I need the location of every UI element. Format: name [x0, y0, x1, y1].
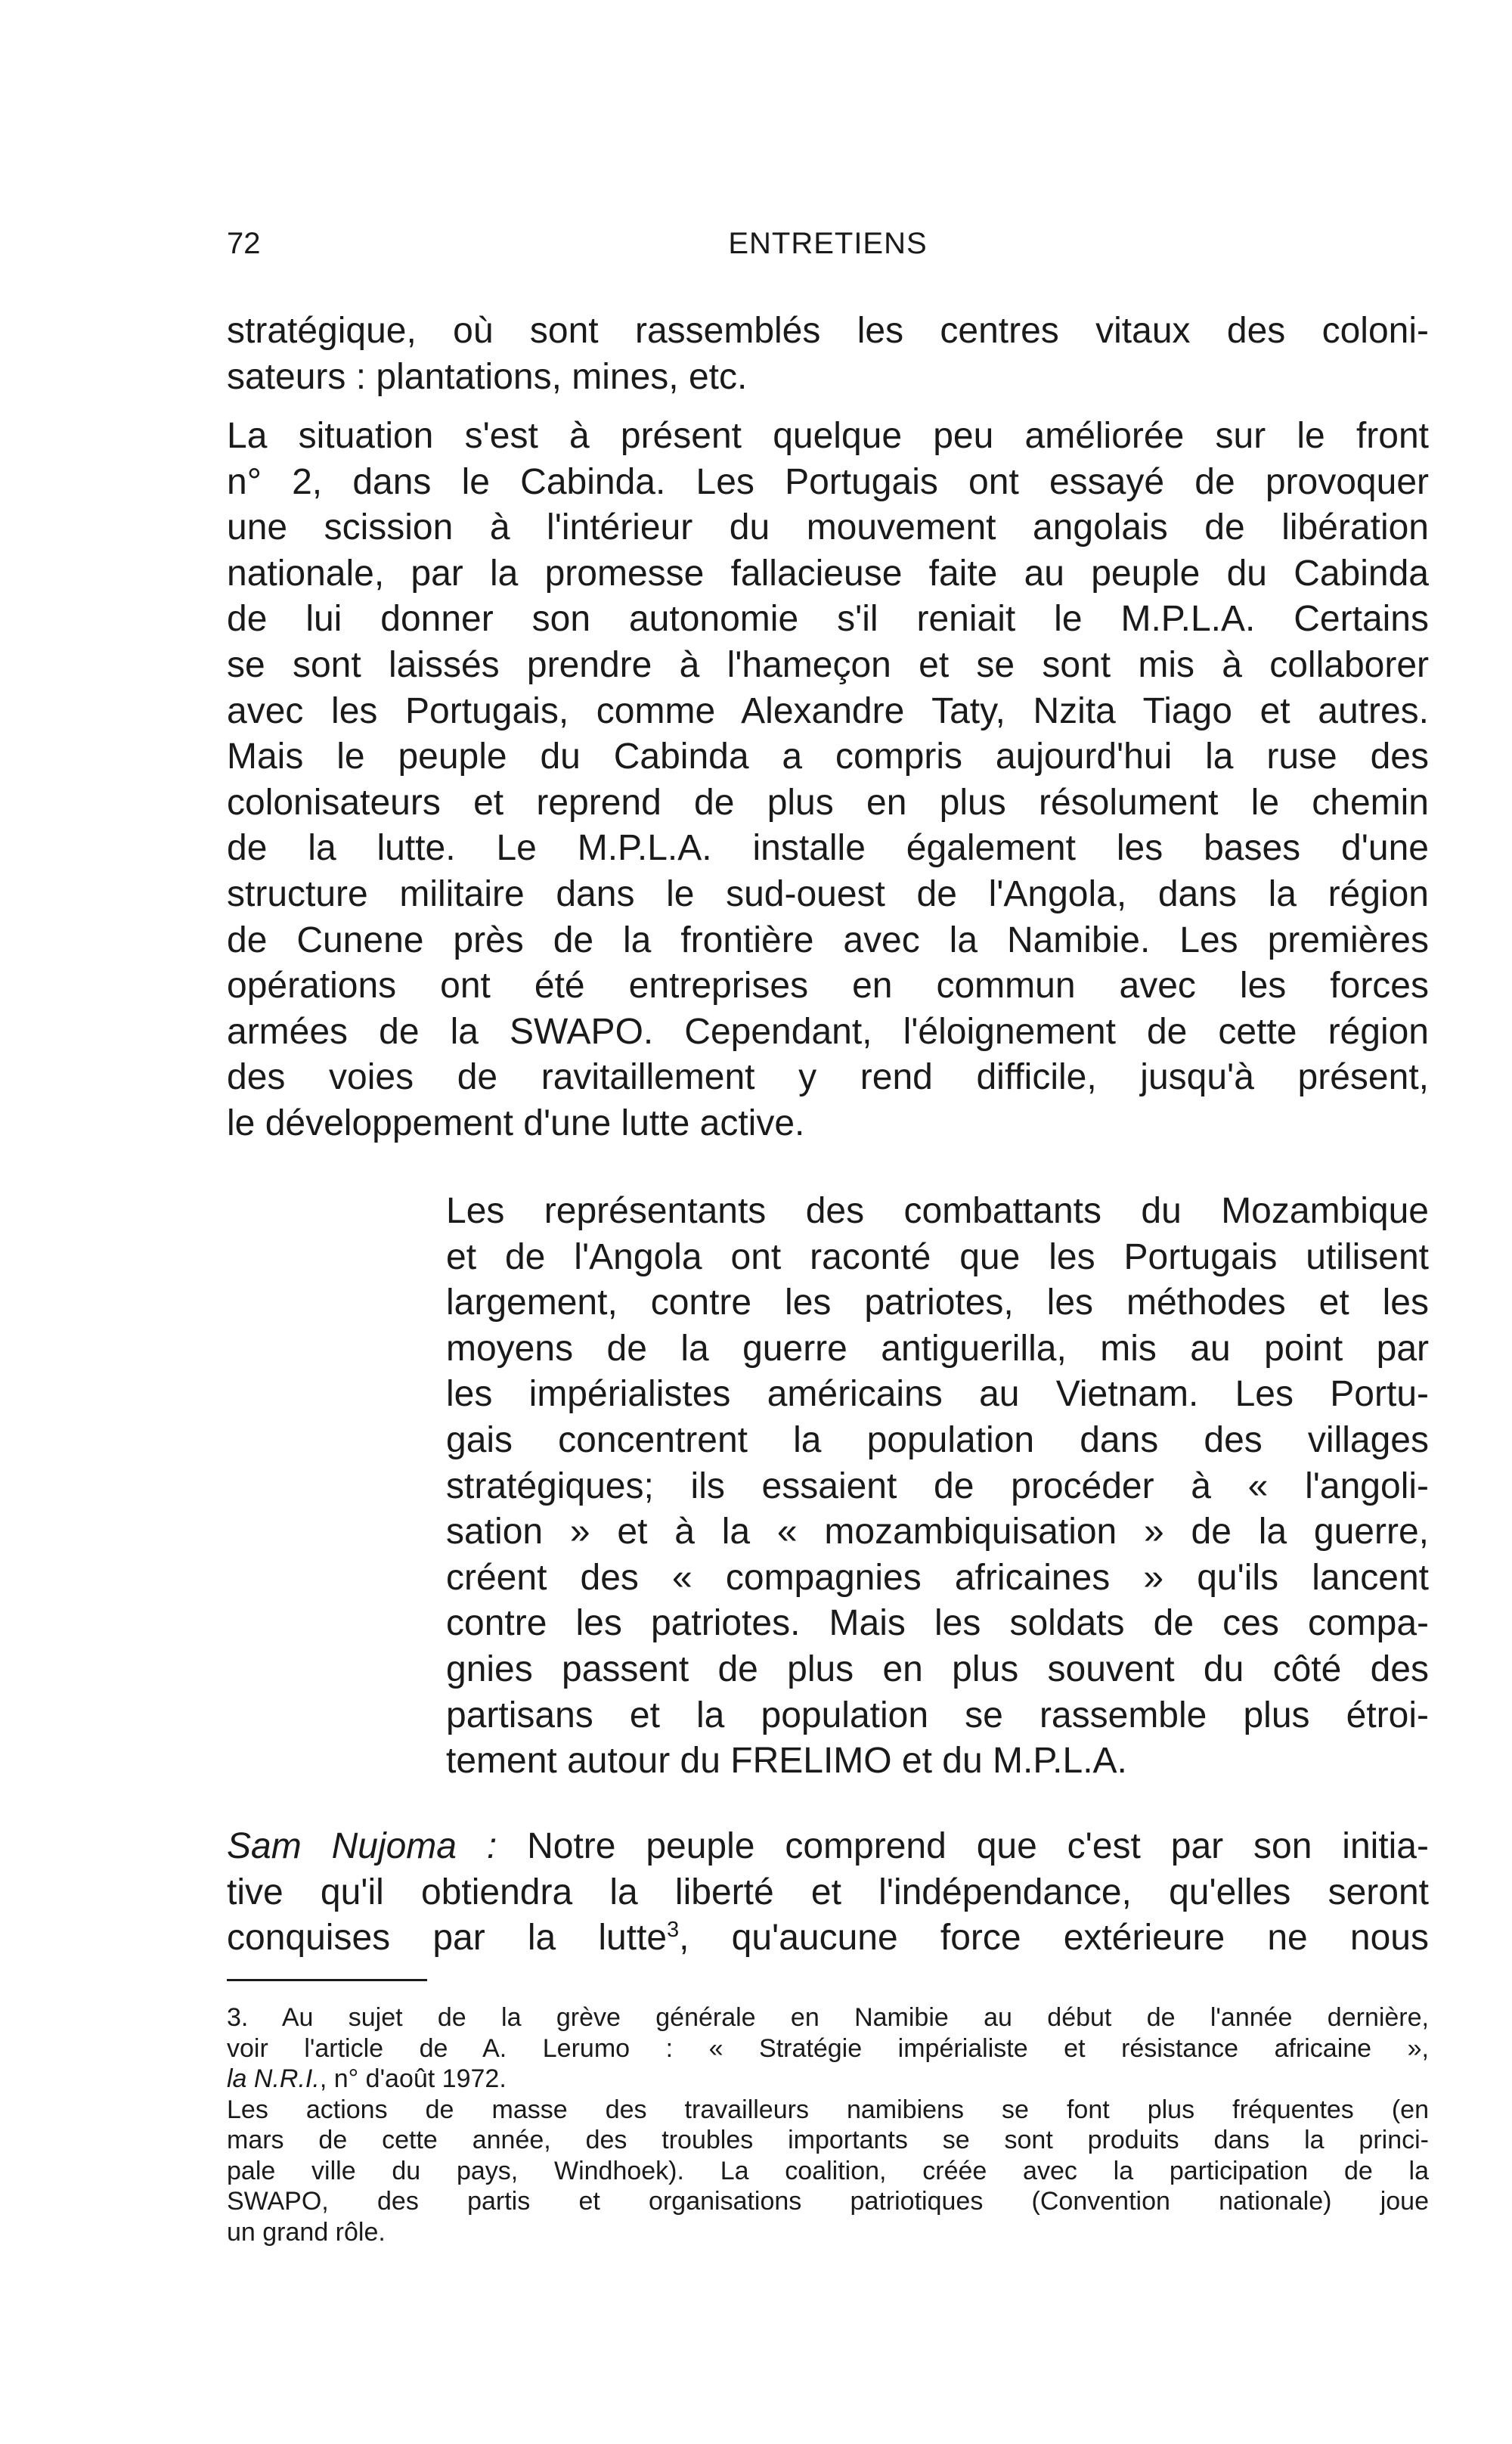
footnote-line: SWAPO, des partis et organisations patriotiques (Convention nationale) joue [227, 2187, 1429, 2216]
footnote-rule [227, 1979, 427, 1981]
quote-line: gais concentrent la population dans des villages [446, 1419, 1429, 1460]
text-line: de lui donner son autonomie s'il reniait le M.P.L.A. Certains [227, 599, 1429, 640]
paragraph-2 [227, 414, 1429, 1147]
footnote-reference: 3 [667, 1918, 680, 1943]
text-line [227, 1824, 1429, 1870]
paragraph-4 [227, 1824, 1429, 1962]
text-line [227, 1915, 1429, 1962]
text-fragment: , n° d'août 1972. [319, 2064, 507, 2093]
text-line: n° 2, dans le Cabinda. Les Portugais ont essayé de provoquer [227, 461, 1429, 502]
quote-line: tement autour du FRELIMO et du M.P.L.A. [446, 1741, 1127, 1782]
running-head [227, 221, 1429, 266]
speaker-name: Sam Nujoma : [227, 1826, 497, 1866]
quote-line: contre les patriotes. Mais les soldats de ces compa- [446, 1603, 1429, 1644]
quote-line: gnies passent de plus en plus souvent du côté des [446, 1648, 1429, 1689]
indented-quote [446, 1189, 1429, 1785]
quote-line: moyens de la guerre antiguerilla, mis au point par [446, 1328, 1429, 1369]
text-line: structure militaire dans le sud-ouest de l'Angola, dans la région [227, 873, 1429, 914]
text-line: opérations ont été entreprises en commun avec les forces [227, 966, 1429, 1006]
footnote-line: mars de cette année, des troubles importants se sont produits dans la princi- [227, 2126, 1429, 2154]
paragraph-1 [227, 309, 1429, 400]
footnote-line: voir l'article de A. Lerumo : « Stratégie impérialiste et résistance africaine », [227, 2033, 1429, 2063]
text-line: se sont laissés prendre à l'hameçon et se sont mis à collaborer [227, 644, 1429, 685]
journal-title: la N.R.I. [227, 2064, 320, 2093]
quote-line: Les représentants des combattants du Mozambique [446, 1191, 1429, 1231]
text-line: sateurs : plantations, mines, etc. [227, 356, 748, 397]
text-line: Mais le peuple du Cabinda a compris aujourd'hui la ruse des [227, 737, 1429, 777]
footnote-line: pale ville du pays, Windhoek). La coalition, créée avec la participation de la [227, 2156, 1429, 2185]
text-line: le développement d'une lutte active. [227, 1103, 805, 1143]
text-line: armées de la SWAPO. Cependant, l'éloignement de cette région [227, 1011, 1429, 1052]
footnote-line: Les actions de masse des travailleurs namibiens se font plus fréquentes (en [227, 2095, 1429, 2124]
quote-line: largement, contre les patriotes, les méthodes et les [446, 1282, 1429, 1323]
text-line: stratégique, où sont rassemblés les centres vitaux des coloni- [227, 311, 1429, 351]
footnote-line [227, 2064, 1429, 2095]
page-number: 72 [227, 227, 261, 260]
quote-line: stratégiques; ils essaient de procéder à « l'angoli- [446, 1465, 1429, 1506]
running-title: ENTRETIENS [728, 227, 928, 260]
text-line: colonisateurs et reprend de plus en plus résolument le chemin [227, 782, 1429, 823]
quote-line: sation » et à la « mozambiquisation » de la guerre, [446, 1512, 1429, 1552]
text-line: La situation s'est à présent quelque peu améliorée sur le front [227, 416, 1429, 456]
footnotes [227, 2002, 1429, 2247]
text-line: de la lutte. Le M.P.L.A. installe également les bases d'une [227, 828, 1429, 869]
quote-line: les impérialistes américains au Vietnam. Les Portu- [446, 1374, 1429, 1415]
footnote-line: un grand rôle. [227, 2217, 386, 2247]
text-line: de Cunene près de la frontière avec la Namibie. Les premières [227, 920, 1429, 960]
text-line: avec les Portugais, comme Alexandre Taty, Nzita Tiago et autres. [227, 690, 1429, 731]
footnote-line: 3. Au sujet de la grève générale en Namibie au début de l'année dernière, [227, 2003, 1429, 2032]
text-line: des voies de ravitaillement y rend difficile, jusqu'à présent, [227, 1057, 1429, 1098]
text-fragment: , qu'aucune force extérieure ne nous [679, 1918, 1429, 1959]
quote-line: créent des « compagnies africaines » qu'ils lancent [446, 1557, 1429, 1598]
quote-line: partisans et la population se rassemble plus étroi- [446, 1695, 1429, 1735]
text-fragment: Notre peuple comprend que c'est par son initia- [497, 1826, 1429, 1866]
text-line: nationale, par la promesse fallacieuse faite au peuple du Cabinda [227, 553, 1429, 594]
text-line: une scission à l'intérieur du mouvement angolais de libération [227, 507, 1429, 548]
text-line: tive qu'il obtiendra la liberté et l'indépendance, qu'elles seront [227, 1872, 1429, 1912]
quote-line: et de l'Angola ont raconté que les Portugais utilisent [446, 1236, 1429, 1277]
text-fragment: conquises par la lutte [227, 1918, 668, 1959]
